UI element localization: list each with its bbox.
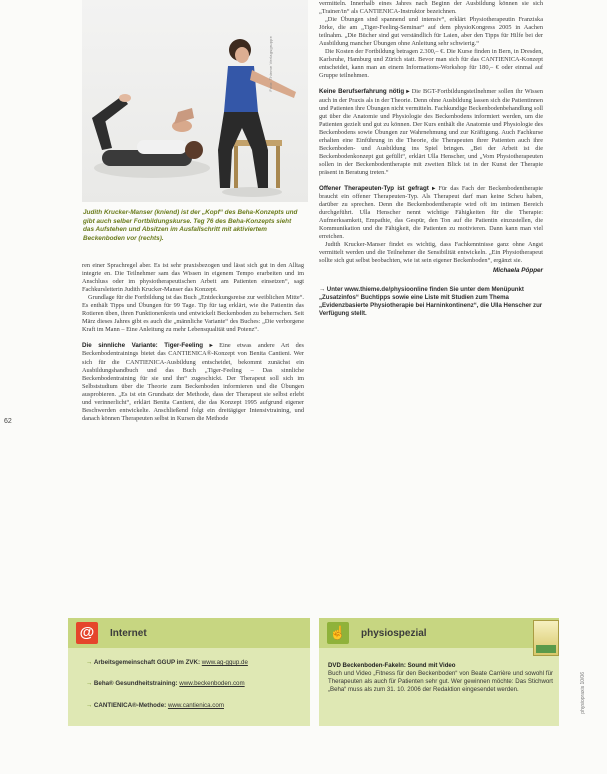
book-cover-thumbnail — [533, 620, 559, 656]
section-lead: Die sinnliche Variante: Tiger-Feeling ▸ — [82, 342, 213, 350]
arrow-icon: → — [86, 680, 93, 688]
paragraph-therapeuten-typ — [319, 185, 543, 241]
link-list — [86, 659, 306, 723]
physio-box-header — [319, 618, 559, 648]
pointing-hand-icon: ☝ — [327, 622, 349, 644]
paragraph: ren einer Sprachregel aber. Es ist sehr praxisbezogen und lässt sich gut in den Alltag integrie en. Die Teilnehmer sam das Wissen in eigenem Tempo erarbeiten und im Anschluss oder im physiotherapeutischen Arbeit am Patienten einsetzen“, sagt Fachkursleiterin Judith Krucker-Manser das Konzept. — [82, 262, 304, 294]
article-photo — [82, 0, 308, 202]
section-text: Die BGT-Fortbildungsteilnehmer sollen ihr Wissen auch in der Praxis als in der Theorie. Denn ohne Ausbildung lassen sich die Patientinnen und Patienten ihre Übungen nicht vermitteln. Fachkundige Beckenbodenbehandlung soll gut über die Anatomie und Physiologie des Beckenbodens informiert werden, um die Patienten gezielt und gut zu können. Der Kurs enthält die Anatomie und Physiologie des Beckenbodens sowie Übungen zur Wahrnehmung und zur Kräftigung. Auch Fachkurse erhalten eine Einführung in die Theorie, die Therapeuten ihrer Patienten auch ihre Beckenboden- und Ausbildung ins Spiel bringen. „Bei der Arbeit ist die Beckenbodenkonzept gut gefüllt“, erklärt Ulla Henscher, und „Vom Physiotherapeuten sollen in der Beckenbodentherapie mit zweiten Blick ist in der Kunst der Therapie präsent in Beratung treten.“ — [319, 88, 543, 176]
internet-box — [68, 618, 310, 726]
physio-body: Buch und Video „Fitness für den Beckenboden“ von Beate Carrière und sowohl für Therapeuten als auch für Patienten sehr gut. Wer gewinnen möchte: Das Stichwort „Beha“ muss als zum 31. 10. 2006 der Redaktion eingesendet werden. — [328, 670, 553, 694]
internet-box-header — [68, 618, 310, 648]
section-lead: Offener Therapeuten-Typ ist gefragt ▸ — [319, 184, 436, 192]
section-text: Eine etwas andere Art des Beckenbodentrainings bietet das CANTIENICA®-Konzept von Benita Cantieni. Wer sich für die CANTIENICA-Ausbildung entscheidet, bekommt zunächst ein Ausbildungshandbuch und das Buch „Tiger-Feeling – Das sinnliche Beckenbodentraining für sie und ihn“ zugeschickt. Der Therapeut soll sich im Selbststudium über die Theorie zum Beckenboden informieren und die Übungen ausprobieren. „Es ist ein Grundsatz der Methode, dass der Therapeut sie selbst erlebt und verinnerlicht“, erklärt Benita Cantieni, die das Konzept 1995 aufgrund eigener Beschwerden entwickelte. Anschließend folgt ein dreitägiger Intensivtraining, und danach können Therapeuten selbst in Kursen die Methode — [82, 342, 304, 422]
list-item — [86, 702, 306, 710]
photo-illustration — [82, 0, 308, 202]
link-url[interactable]: www.beckenboden.com — [179, 680, 245, 688]
link-label: Arbeitsgemeinschaft GGUP im ZVK: — [93, 659, 201, 666]
magazine-credit: physiopraxis 10/06 — [580, 672, 586, 714]
paragraph: Die Kosten der Fortbildung betragen 2.300,– €. Die Kurse finden in Bern, in Dresden, Karlsruhe, Hamburg und Zürich statt. Bevor man sich für das CANTIENICA-Konzept entscheidet, kann man an einem Informations-Workshop für 180,– € oder einmal auf Gruppe teilnehmen. — [319, 48, 543, 80]
physio-box-text — [328, 662, 553, 694]
arrow-icon: → — [86, 701, 93, 709]
list-item — [86, 659, 306, 667]
physiospezial-box — [319, 618, 559, 726]
author-signature: Michaela Pöpper — [492, 267, 543, 275]
link-label: Beha® Gesundheitstraining: — [93, 680, 178, 688]
physio-box-title: physiospezial — [361, 628, 427, 639]
page-number: 62 — [4, 418, 12, 425]
list-item — [86, 680, 306, 688]
photo-credit: Foto: Thieme Verlagsgruppe — [268, 36, 273, 92]
arrow-icon: → — [86, 659, 93, 666]
section-lead: Keine Berufserfahrung nötig ▸ — [319, 88, 410, 96]
link-label: CANTIENICA®-Methode: — [93, 701, 167, 709]
internet-box-title: Internet — [110, 628, 147, 639]
physio-heading: DVD Beckenboden-Fakeln: Sound mit Video — [328, 662, 456, 669]
paragraph: Grundlage für die Fortbildung ist das Buch „Entdeckungsreise zur weiblichen Mitte“. Es enthält Tipps und Übungen für 99 Tage. Tip für tag erklärt, wie die Patientin das Rotieren üben, ihren Funktionenkreis und entwickelt Beckenboden zu beherrschen. Seit März dieses Jahres gibt es auch die „männliche Variante“ des Buches: „Die verborgene Kraft im Mann – Eine Anleitung zu mehr Lebensqualität und Potenz“. — [82, 294, 304, 334]
section-text: Für das Fach der Beckenbodentherapie braucht ein offener Therapeuten-Typ. Als Therapeut darf man keine Scheu haben, darüber zu sprechen. Denn die Beckenbodentherapie wird oft im intimen Bereich durchgeführt. Ulla Henscher nennt wichtige Fähigkeiten für die Therapie: Aufmerksamkeit, Empathie, das Gespür, den Ton auf die Patientin einzustellen, die Kommunikation und die Fähigkeit, die Patienten zu motivieren. Dann kann man viel erreichen. — [319, 184, 543, 241]
right-column — [319, 0, 543, 318]
paragraph: Judith Krucker-Manser findet es wichtig, dass Fachkenntnisse ganz ohne Angst vermittelt werden und die Teilnehmer die Sensibilität entwickeln. „Ein Physiotherapeut sollte sich gut selbst beobachten, wie ist sein eigener Beckenboden“, ergänzt sie. — [319, 241, 543, 265]
photo-caption: Judith Krucker-Manser (kniend) ist der „Kopf“ des Beha-Konzepts und gibt auch selber Fortbildungskurse. Teg 76 des Beha-Konzepts sieht das Aufstehen und Absitzen im Ausfallschritt mit aktiviertem Beckenboden vor (rechts). — [83, 209, 298, 242]
at-icon: @ — [76, 622, 98, 644]
paragraph-tiger — [82, 342, 304, 422]
link-url[interactable]: www.cantienica.com — [167, 701, 224, 709]
paragraph: „Die Übungen sind spannend und intensiv“, erklärt Physiotherapeutin Franziska Jörke, die am „Tiger-Feeling-Seminar“ auf dem physioKongress 2005 in Aachen teilnahm. „Die Bücher sind gut verständlich für Laien, aber den Tipps für Hilfe bei der Ausbildung mancher Übungen ohne Anleitung sehr schwierig.“ — [319, 16, 543, 48]
paragraph-berufserfahrung — [319, 88, 543, 177]
online-note: → Unter www.thieme.de/physioonline finden Sie unter dem Menüpunkt „Zusatzinfos“ Buchtipps sowie eine Liste mit Studien zum Thema „Evidenzbasierte Physiotherapie bei Harninkontinenz“, die Ulla Henscher zur Verfügung stellt. — [319, 285, 543, 317]
paragraph: vermitteln. Innerhalb eines Jahres nach Beginn der Ausbildung können sie sich „Trainer/in“ als CANTIENICA-Instruktor bezeichnen. — [319, 0, 543, 16]
link-url[interactable]: www.ag-ggup.de — [201, 659, 248, 666]
left-column — [82, 262, 304, 423]
